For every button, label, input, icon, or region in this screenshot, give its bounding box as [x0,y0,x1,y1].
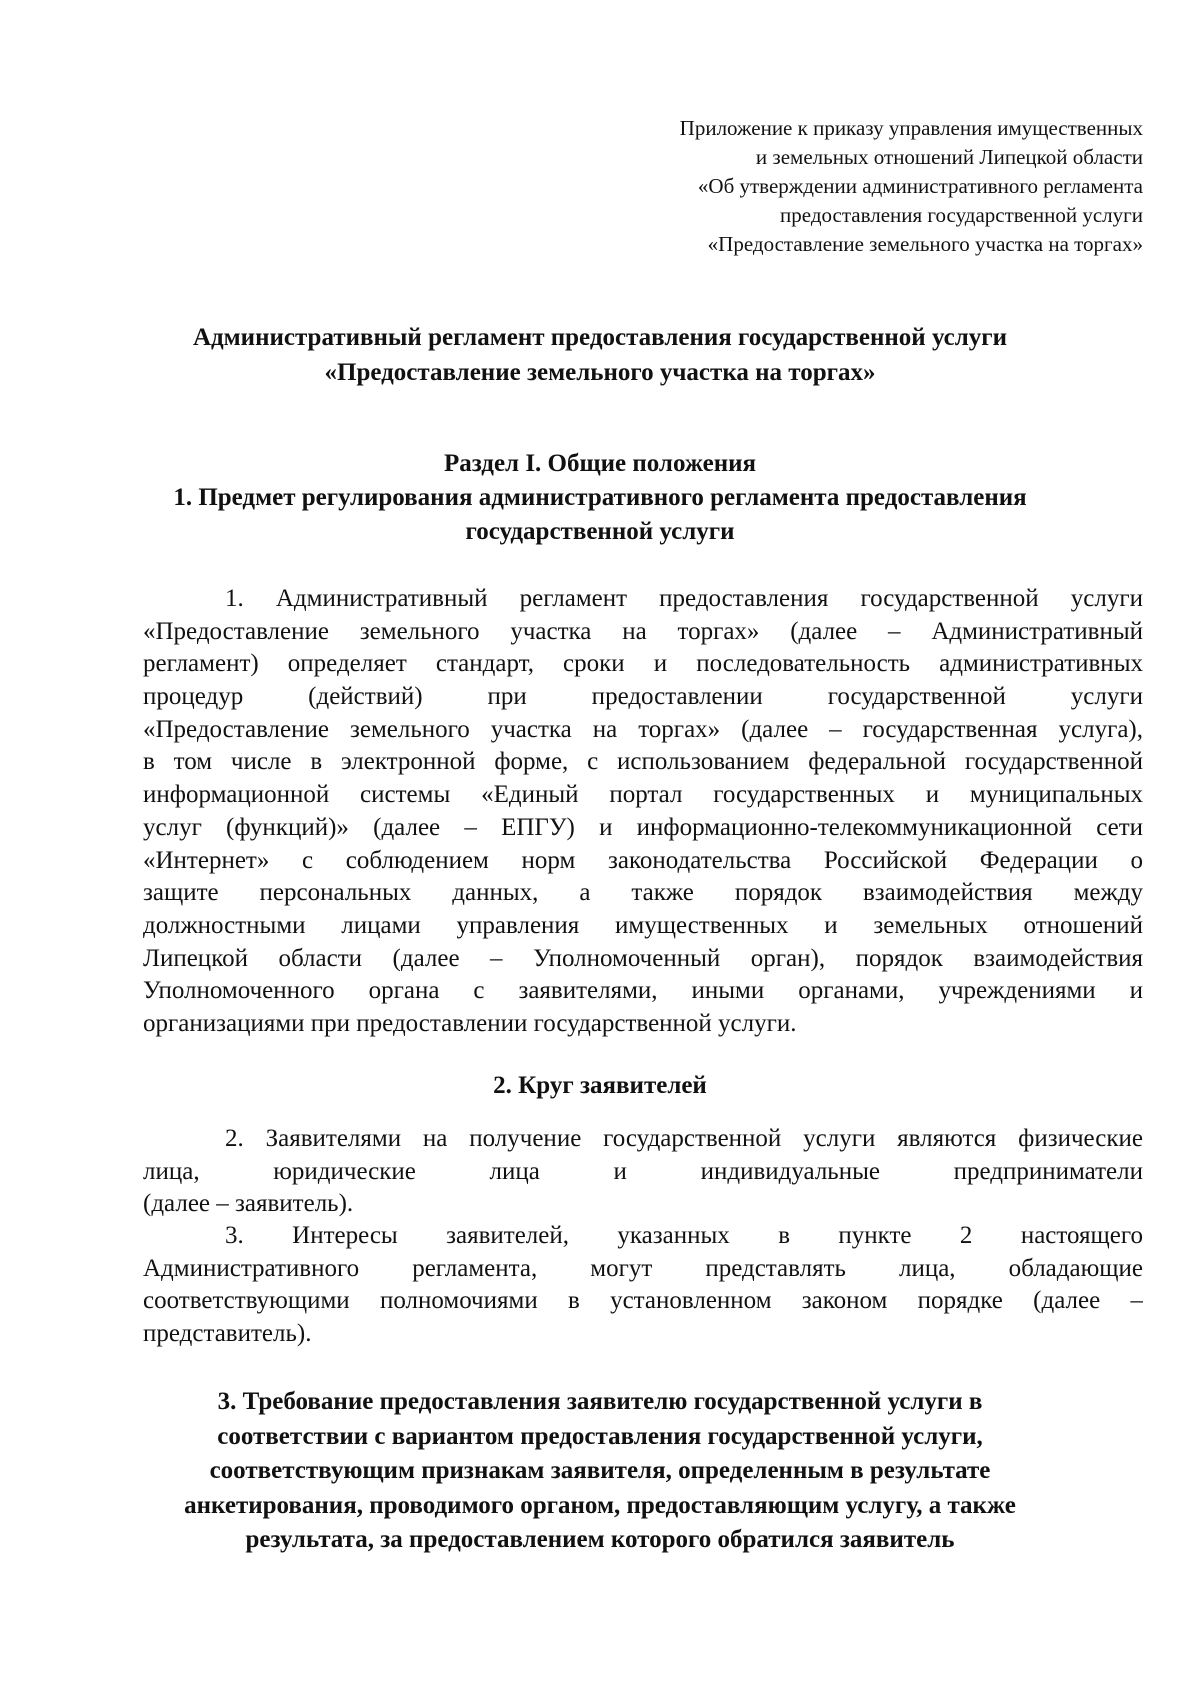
paragraph-line: (далее – заявитель). [143,1190,354,1218]
heading-applicants: 2. Круг заявителей [493,1072,707,1099]
heading-line: 3. Требование предоставления заявителю государственной услуги в [217,1388,983,1415]
paragraph-line: Липецкой области (далее – Уполномоченный орган), порядок взаимодействия [143,944,1143,972]
appendix-line: «Об утверждении административного регламента [697,174,1143,198]
paragraph-2 [143,1123,1143,1221]
paragraph-line: лица, юридические лица и индивидуальные предприниматели [143,1157,1143,1185]
paragraph-line: «Предоставление земельного участка на торгах» (далее – государственная услуга), [143,715,1143,743]
paragraph-line: Административного регламента, могут представлять лица, обладающие [143,1254,1143,1282]
paragraph-1 [143,583,1143,1041]
paragraph-line: должностными лицами управления имущественных и земельных отношений [143,911,1143,939]
document-title-line: «Предоставление земельного участка на торгах» [324,359,876,386]
appendix-line: предоставления государственной услуги [780,203,1143,227]
paragraph-line: процедур (действий) при предоставлении государственной услуги [143,683,1143,711]
appendix-line: Приложение к приказу управления имущественных [679,116,1143,140]
document-title [60,320,1140,390]
paragraph-line: информационной системы «Единый портал государственных и муниципальных [143,781,1143,809]
heading-service-variant [60,1385,1140,1558]
paragraph-line: защите персональных данных, а также порядок взаимодействия между [143,879,1143,907]
paragraph-line: 1. Административный регламент предоставления государственной услуги [225,585,1143,612]
heading-line: результата, за предоставлением которого обратился заявитель [245,1526,955,1553]
paragraph-line: «Интернет» с соблюдением норм законодательства Российской Федерации о [143,846,1143,874]
appendix-note [523,114,1143,259]
section-subtitle-line: государственной услуги [465,518,735,545]
section-subtitle-line: 1. Предмет регулирования административного регламента предоставления [173,484,1027,511]
heading-line: соответствующим признакам заявителя, определенным в результате [209,1457,991,1484]
heading-line: анкетирования, проводимого органом, предоставляющим услугу, а также [184,1491,1016,1519]
paragraph-line: «Предоставление земельного участка на торгах» (далее – Административный [143,617,1143,645]
section-heading [60,447,1140,549]
paragraph-line: Уполномоченного органа с заявителями, иными органами, учреждениями и [143,977,1143,1005]
section-title: Раздел I. Общие положения [443,450,757,477]
appendix-line: «Предоставление земельного участка на торгах» [707,232,1143,256]
paragraph-line: регламент) определяет стандарт, сроки и последовательность административных [143,650,1143,678]
paragraph-line: 3. Интересы заявителей, указанных в пункте 2 настоящего [225,1222,1143,1249]
document-title-line: Административный регламент предоставления государственной услуги [192,324,1008,351]
paragraph-line: услуг (функций)» (далее – ЕПГУ) и информационно-телекоммуникационной сети [143,813,1143,841]
heading-line: соответствии с вариантом предоставления государственной услуги, [217,1422,983,1450]
paragraph-line: представитель). [143,1320,312,1348]
paragraph-line: организациями при предоставлении государственной услуги. [143,1009,797,1037]
appendix-line: и земельных отношений Липецкой области [755,145,1143,169]
paragraph-line: в том числе в электронной форме, с использованием федеральной государственной [143,748,1143,776]
paragraph-line: 2. Заявителями на получение государственной услуги являются физические [225,1125,1143,1152]
paragraph-line: соответствующими полномочиями в установленном законом порядке (далее – [143,1287,1143,1315]
paragraph-3 [143,1220,1143,1351]
